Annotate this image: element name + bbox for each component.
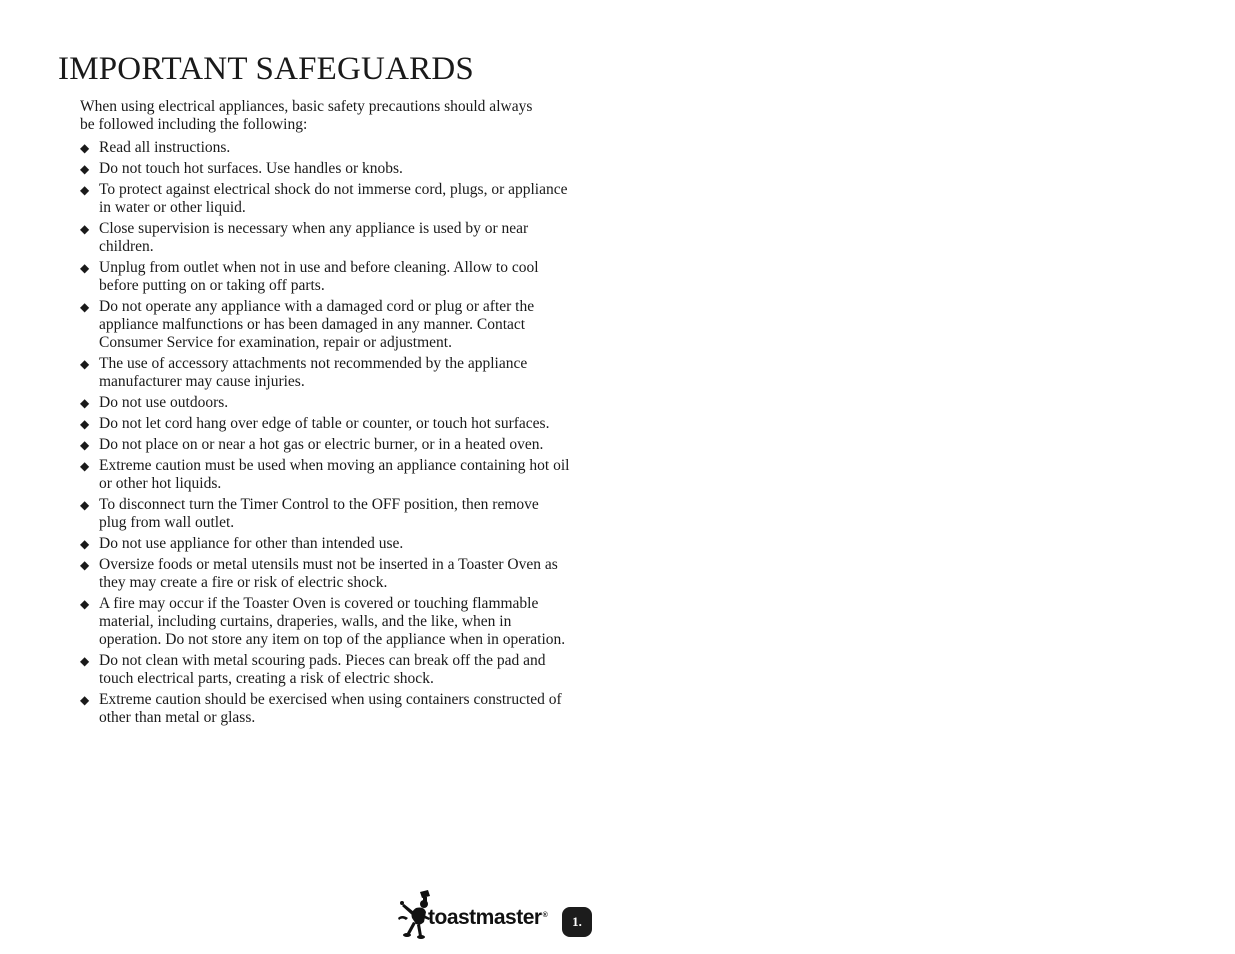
toastmaster-mascot-icon xyxy=(394,888,432,940)
safeguard-text: To disconnect turn the Timer Control to the OFF position, then remove plug from wall outlet. xyxy=(99,496,539,531)
safeguard-item xyxy=(80,595,570,649)
diamond-bullet-icon: ◆ xyxy=(80,396,90,410)
diamond-bullet-icon: ◆ xyxy=(80,459,90,473)
safeguard-text: Do not use appliance for other than intended use. xyxy=(99,535,404,552)
safeguard-item xyxy=(80,220,570,256)
safeguard-text: Extreme caution should be exercised when using containers constructed of other than metal or glass. xyxy=(99,691,562,726)
safeguard-text: Oversize foods or metal utensils must not be inserted in a Toaster Oven as they may create a fire or risk of electric shock. xyxy=(99,556,558,591)
safeguard-item xyxy=(80,691,570,727)
page-title: IMPORTANT SAFEGUARDS xyxy=(58,51,474,87)
safeguard-item xyxy=(80,457,570,493)
diamond-bullet-icon: ◆ xyxy=(80,261,90,275)
diamond-bullet-icon: ◆ xyxy=(80,597,90,611)
safeguard-text: Do not use outdoors. xyxy=(99,394,229,411)
safeguard-text: Do not place on or near a hot gas or electric burner, or in a heated oven. xyxy=(99,436,544,453)
safeguard-text: To protect against electrical shock do not immerse cord, plugs, or appliance in water or other liquid. xyxy=(99,181,568,216)
diamond-bullet-icon: ◆ xyxy=(80,693,90,707)
page-number-badge: 1. xyxy=(562,907,592,937)
safeguard-item xyxy=(80,415,570,433)
diamond-bullet-icon: ◆ xyxy=(80,183,90,197)
safeguard-item xyxy=(80,535,570,553)
safeguard-text: Read all instructions. xyxy=(99,139,231,156)
safeguard-item xyxy=(80,496,570,532)
safeguard-item xyxy=(80,394,570,412)
safeguard-item xyxy=(80,652,570,688)
safeguard-item xyxy=(80,139,570,157)
diamond-bullet-icon: ◆ xyxy=(80,438,90,452)
safeguard-text: Unplug from outlet when not in use and before cleaning. Allow to cool before putting on or taking off parts. xyxy=(99,259,539,294)
safeguard-text: Do not operate any appliance with a damaged cord or plug or after the appliance malfunctions or has been damaged in any manner. Contact Consumer Service for examination, repair or adjustment. xyxy=(99,298,535,351)
diamond-bullet-icon: ◆ xyxy=(80,417,90,431)
intro-text: When using electrical appliances, basic safety precautions should always be followed including the following: xyxy=(80,98,533,133)
diamond-bullet-icon: ◆ xyxy=(80,558,90,572)
diamond-bullet-icon: ◆ xyxy=(80,357,90,371)
safeguard-text: Close supervision is necessary when any appliance is used by or near children. xyxy=(99,220,529,255)
toastmaster-logo xyxy=(394,888,554,940)
diamond-bullet-icon: ◆ xyxy=(80,141,90,155)
diamond-bullet-icon: ◆ xyxy=(80,498,90,512)
safeguard-text: Do not touch hot surfaces. Use handles or knobs. xyxy=(99,160,403,177)
safeguard-text: The use of accessory attachments not recommended by the appliance manufacturer may cause injuries. xyxy=(99,355,528,390)
safeguard-item xyxy=(80,298,570,352)
safeguard-list xyxy=(80,139,570,730)
diamond-bullet-icon: ◆ xyxy=(80,300,90,314)
brand-name: toastmaster® xyxy=(428,906,548,929)
diamond-bullet-icon: ◆ xyxy=(80,537,90,551)
safeguard-item xyxy=(80,181,570,217)
diamond-bullet-icon: ◆ xyxy=(80,162,90,176)
safeguard-item xyxy=(80,556,570,592)
safeguard-item xyxy=(80,259,570,295)
safeguard-text: A fire may occur if the Toaster Oven is covered or touching flammable material, including curtains, draperies, walls, and the like, when in operation. Do not store any item on top of the appliance when in operation. xyxy=(99,595,566,648)
diamond-bullet-icon: ◆ xyxy=(80,654,90,668)
safeguard-text: Do not clean with metal scouring pads. Pieces can break off the pad and touch electrical parts, creating a risk of electric shock. xyxy=(99,652,546,687)
safeguard-text: Extreme caution must be used when moving an appliance containing hot oil or other hot liquids. xyxy=(99,457,570,492)
safeguard-item xyxy=(80,436,570,454)
safeguard-item xyxy=(80,355,570,391)
safeguard-item xyxy=(80,160,570,178)
registered-mark: ® xyxy=(542,912,548,919)
diamond-bullet-icon: ◆ xyxy=(80,222,90,236)
safeguard-text: Do not let cord hang over edge of table or counter, or touch hot surfaces. xyxy=(99,415,550,432)
